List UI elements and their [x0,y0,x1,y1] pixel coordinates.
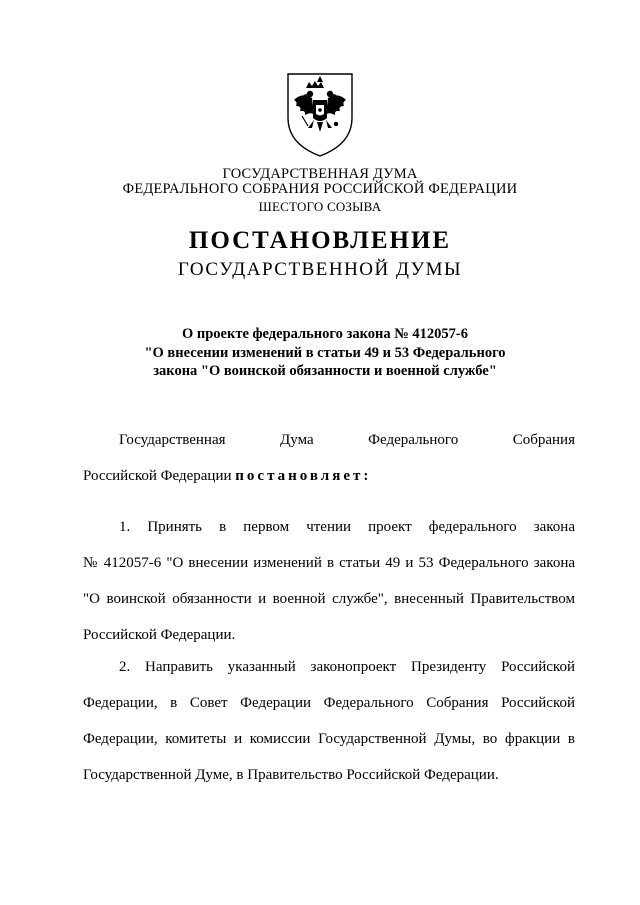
parliament-name: ГОСУДАРСТВЕННАЯ ДУМА [222,166,418,182]
paragraph-line: Государственной Думе, в Правительство Российской Федерации. [83,767,499,783]
paragraph-2 [83,649,575,793]
paragraph-line: 1. Принять в первом чтении проект федерального закона [119,519,575,535]
subject-line: закона "О воинской обязанности и военной службе" [153,363,497,379]
intro-text: Российской Федерации [83,468,236,484]
document-title: ПОСТАНОВЛЕНИЕ [188,227,452,254]
paragraph-line: № 412057-6 "О внесении изменений в статьи 49 и 53 Федерального закона [83,555,575,571]
intro-paragraph [83,422,575,494]
paragraph-line: Федерации, в Совет Федерации Федерального Собрания Российской [83,695,575,711]
coat-of-arms-icon [282,70,358,158]
assembly-name: ФЕДЕРАЛЬНОГО СОБРАНИЯ РОССИЙСКОЙ ФЕДЕРАЦИИ [122,181,518,197]
paragraph-line: Российской Федерации. [83,627,236,643]
document-subject [130,325,520,381]
paragraph-line: 2. Направить указанный законопроект Президенту Российской [119,659,575,675]
paragraph-line: Государственная Дума Федерального Собрания [119,432,575,448]
document-subtitle: ГОСУДАРСТВЕННОЙ ДУМЫ [177,259,463,280]
subject-line: О проекте федерального закона № 412057-6 [181,326,469,342]
paragraph-line: Федерации, комитеты и комиссии Государственной Думы, во фракции в [83,731,575,747]
paragraph-1 [83,509,575,653]
convocation: ШЕСТОГО СОЗЫВА [258,199,382,214]
decree-word: постановляет: [235,468,372,484]
subject-line: "О внесении изменений в статьи 49 и 53 Федерального [144,344,506,361]
paragraph-line: "О воинской обязанности и военной службе", внесенный Правительством [83,591,575,607]
paragraph-line [83,458,575,494]
